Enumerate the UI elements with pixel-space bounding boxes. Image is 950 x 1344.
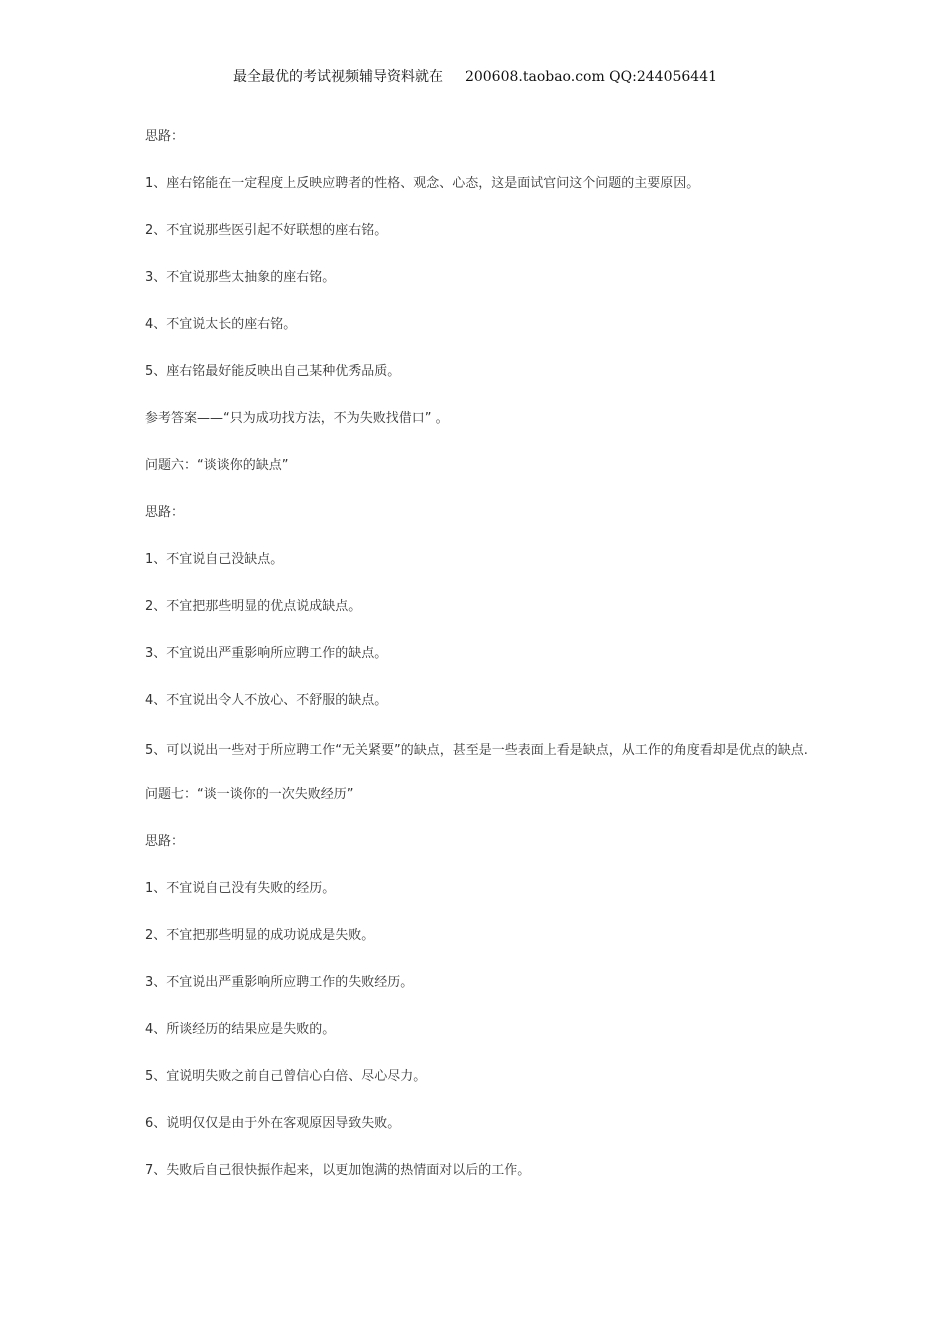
text-line: 思路：	[145, 129, 185, 144]
text-paragraph: 5、可以说出一些对于所应聘工作“无关紧要”的缺点，甚至是一些表面上看是缺点，从工作的角度看却是优点的缺点.	[145, 743, 808, 758]
text-line: 6、说明仅仅是由于外在客观原因导致失败。	[145, 1116, 401, 1131]
text-line: 4、不宜说太长的座右铭。	[145, 317, 297, 332]
text-line: 4、所谈经历的结果应是失败的。	[145, 1022, 336, 1037]
text-line: 5、宜说明失败之前自己曾信心白倍、尽心尽力。	[145, 1069, 427, 1084]
text-line: 2、不宜把那些明显的成功说成是失败。	[145, 928, 375, 943]
header-text: 最全最优的考试视频辅导资料就在	[232, 69, 443, 85]
text-line: 2、不宜把那些明显的优点说成缺点。	[145, 599, 362, 614]
text-line: 7、失败后自己很快振作起来，以更加饱满的热情面对以后的工作。	[145, 1163, 531, 1178]
page-header	[0, 66, 950, 86]
text-line: 3、不宜说出严重影响所应聘工作的缺点。	[145, 646, 388, 661]
text-line: 4、不宜说出令人不放心、不舒服的缺点。	[145, 693, 388, 708]
document-body	[145, 127, 815, 1208]
text-line: 3、不宜说那些太抽象的座右铭。	[145, 270, 336, 285]
text-line: 3、不宜说出严重影响所应聘工作的失败经历。	[145, 975, 414, 990]
text-line: 1、不宜说自己没缺点。	[145, 552, 284, 567]
text-line: 1、不宜说自己没有失败的经历。	[145, 881, 336, 896]
text-line: 2、不宜说那些医引起不好联想的座右铭。	[145, 223, 388, 238]
text-line: 1、座右铭能在一定程度上反映应聘者的性格、观念、心态，这是面试官问这个问题的主要原因。	[145, 176, 700, 191]
text-line: 思路：	[145, 505, 185, 520]
question-heading: 问题六：“谈谈你的缺点”	[145, 458, 289, 473]
text-line: 思路：	[145, 834, 185, 849]
text-line: 参考答案——“只为成功找方法，不为失败找借口” 。	[145, 411, 449, 426]
text-line: 5、座右铭最好能反映出自己某种优秀品质。	[145, 364, 401, 379]
question-heading: 问题七：“谈一谈你的一次失败经历”	[145, 787, 354, 802]
header-contact: 200608.taobao.com QQ:244056441	[464, 69, 718, 85]
